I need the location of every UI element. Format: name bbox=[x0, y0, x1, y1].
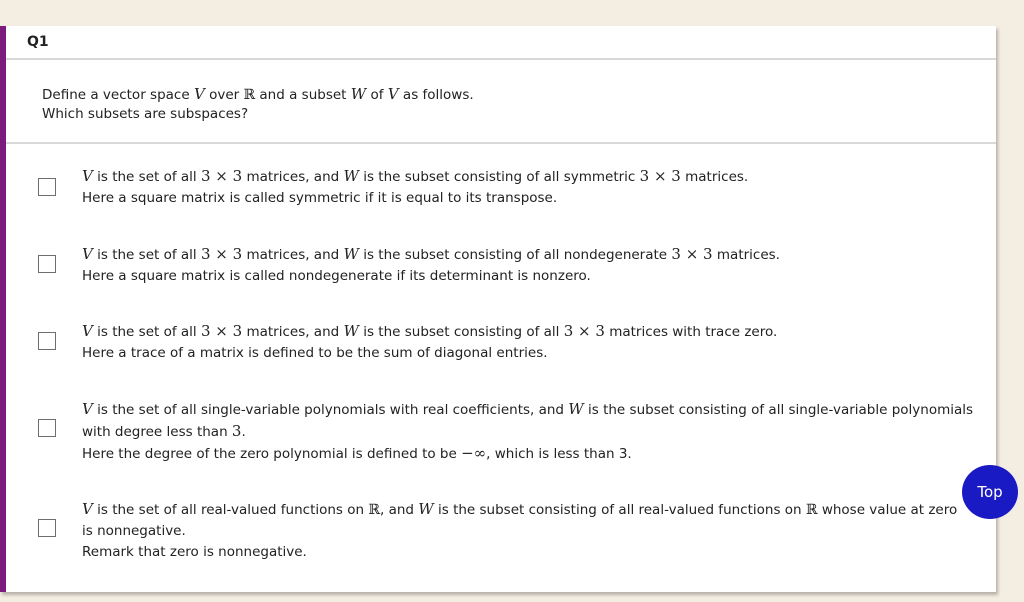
option-4-text: V is the set of all single-variable polynomials with real coefficients, and W is the subset consisting of all single-variable polynomials with degree less than 3. Here the degree of the zero polynomial is defined to be −∞, which is less than 3. bbox=[82, 400, 974, 462]
prompt-line-1: Define a vector space V over ℝ and a subset W of V as follows. bbox=[42, 85, 474, 103]
question-card bbox=[0, 26, 996, 592]
option-2-text: V is the set of all 3 × 3 matrices, and W is the subset consisting of all nondegenerate 3 × 3 matrices. Here a square matrix is called nondegenerate if its determinant is nonzero. bbox=[82, 245, 780, 284]
question-title: Q1 bbox=[27, 34, 49, 50]
option-1-text: V is the set of all 3 × 3 matrices, and W is the subset consisting of all symmetric 3 × 3 matrices. Here a square matrix is called symmetric if it is equal to its transpose. bbox=[82, 167, 749, 206]
question-prompt bbox=[6, 60, 996, 144]
option-5-checkbox[interactable] bbox=[38, 519, 56, 537]
option-3-text: V is the set of all 3 × 3 matrices, and W is the subset consisting of all 3 × 3 matrices with trace zero. Here a trace of a matrix is defined to be the sum of diagonal entries. bbox=[82, 322, 778, 361]
prompt-line-2: Which subsets are subspaces? bbox=[42, 106, 249, 122]
option-1-checkbox[interactable] bbox=[38, 178, 56, 196]
option-4-checkbox[interactable] bbox=[38, 419, 56, 437]
option-2-checkbox[interactable] bbox=[38, 255, 56, 273]
option-3-checkbox[interactable] bbox=[38, 332, 56, 350]
option-5-text: V is the set of all real-valued functions on ℝ, and W is the subset consisting of all real-valued functions on ℝ whose value at zero is nonnegative. Remark that zero is nonnegative. bbox=[82, 500, 958, 560]
scroll-to-top-button[interactable]: Top bbox=[962, 465, 1018, 519]
question-header bbox=[6, 26, 996, 60]
